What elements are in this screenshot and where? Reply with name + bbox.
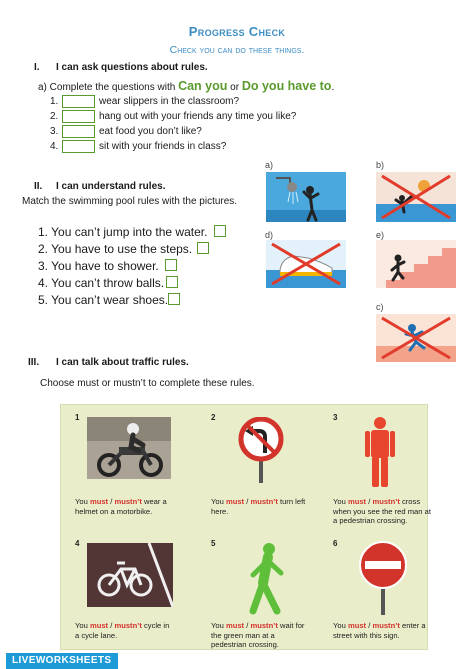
shower-picture: [266, 172, 346, 222]
question-number: 1.: [50, 96, 59, 107]
rule-sentence-3: You must / mustn’t cross when you see the red man at a pedestrian crossing.: [333, 497, 431, 526]
cell-number: 4: [75, 539, 80, 548]
section2-title: I can understand rules.: [56, 181, 166, 192]
option-must[interactable]: must: [225, 497, 245, 506]
answer-box-3[interactable]: [62, 125, 95, 138]
question-text: hang out with your friends any time you like?: [99, 111, 297, 122]
section1-title: I can ask questions about rules.: [56, 62, 208, 73]
cell-number: 5: [211, 539, 216, 548]
rule-item: 5. You can’t wear shoes.: [38, 293, 169, 307]
section3-number: III.: [28, 357, 40, 368]
instruction-period: .: [331, 82, 335, 93]
motorbike-picture: [87, 417, 171, 479]
question-text: eat food you don’t like?: [99, 126, 202, 137]
section3-title: I can talk about traffic rules.: [56, 357, 189, 368]
no-shoes-picture: [266, 240, 346, 288]
match-box-4[interactable]: [166, 276, 178, 288]
phrase-do-you-have-to: Do you have to: [241, 79, 332, 93]
question-number: 3.: [50, 126, 59, 137]
rule-sentence-1: You must / mustn’t wear a helmet on a motorbike.: [75, 497, 167, 516]
option-must[interactable]: must: [347, 621, 367, 630]
picture-letter-c: c): [376, 302, 384, 312]
option-must[interactable]: must: [89, 497, 109, 506]
cycle-lane-picture: [87, 543, 173, 607]
match-box-2[interactable]: [197, 242, 209, 254]
cell-number: 1: [75, 413, 80, 422]
picture-letter-a: a): [265, 160, 274, 170]
rule-item: 1. You can’t jump into the water.: [38, 225, 208, 239]
cell-number: 3: [333, 413, 338, 422]
no-left-turn-sign-icon: [231, 417, 291, 483]
traffic-rules-panel: [60, 404, 431, 650]
section3-instruction: Choose must or mustn’t to complete these rules.: [40, 378, 255, 389]
rule-sentence-4: You must / mustn’t cycle in a cycle lane.: [75, 621, 170, 640]
option-must[interactable]: must: [347, 497, 367, 506]
rule-sentence-6: You must / mustn’t enter a street with this sign.: [333, 621, 426, 640]
page-title: Progress Check: [188, 24, 286, 39]
instruction-or: or: [227, 82, 242, 93]
question-number: 2.: [50, 111, 59, 122]
option-mustnt[interactable]: mustn’t: [372, 497, 400, 506]
red-man-icon: [357, 415, 403, 489]
match-box-5[interactable]: [168, 293, 180, 305]
rule-sentence-2: You must / mustn’t turn left here.: [211, 497, 306, 516]
match-box-1[interactable]: [214, 225, 226, 237]
green-man-icon: [241, 541, 291, 617]
page-subtitle: Check you can do these things.: [169, 44, 305, 56]
question-text: sit with your friends in class?: [99, 141, 227, 152]
answer-box-1[interactable]: [62, 95, 95, 108]
rule-sentence-5: You must / mustn’t wait for the green man at a pedestrian crossing.: [211, 621, 305, 650]
no-jumping-picture: [376, 314, 456, 362]
no-ball-picture: [376, 172, 456, 222]
answer-box-4[interactable]: [62, 140, 95, 153]
option-mustnt[interactable]: mustn’t: [114, 621, 142, 630]
rule-item: 3. You have to shower.: [38, 259, 159, 273]
steps-picture: [376, 240, 456, 288]
instruction-prefix: a) Complete the questions with: [38, 82, 179, 93]
cell-number: 6: [333, 539, 338, 548]
section1-instruction: [38, 79, 334, 93]
option-mustnt[interactable]: mustn’t: [114, 497, 142, 506]
liveworksheets-logo[interactable]: [6, 653, 118, 669]
match-box-3[interactable]: [165, 259, 177, 271]
picture-letter-d: d): [265, 230, 274, 240]
cell-number: 2: [211, 413, 216, 422]
picture-letter-b: b): [376, 160, 385, 170]
section2-number: II.: [34, 181, 43, 192]
rule-item: 2. You have to use the steps.: [38, 242, 193, 256]
option-must[interactable]: must: [89, 621, 109, 630]
question-text: wear slippers in the classroom?: [99, 96, 240, 107]
section2-instruction: Match the swimming pool rules with the pictures.: [22, 196, 238, 207]
logo-text: LIVEWORKSHEETS: [12, 655, 112, 666]
option-mustnt[interactable]: mustn’t: [250, 497, 278, 506]
phrase-can-you: Can you: [178, 79, 228, 93]
rule-item: 4. You can’t throw balls.: [38, 276, 165, 290]
no-entry-sign-icon: [353, 541, 413, 615]
option-mustnt[interactable]: mustn’t: [372, 621, 400, 630]
question-number: 4.: [50, 141, 59, 152]
option-must[interactable]: must: [225, 621, 245, 630]
picture-letter-e: e): [376, 230, 385, 240]
section1-number: I.: [34, 62, 40, 73]
answer-box-2[interactable]: [62, 110, 95, 123]
option-mustnt[interactable]: mustn’t: [250, 621, 278, 630]
